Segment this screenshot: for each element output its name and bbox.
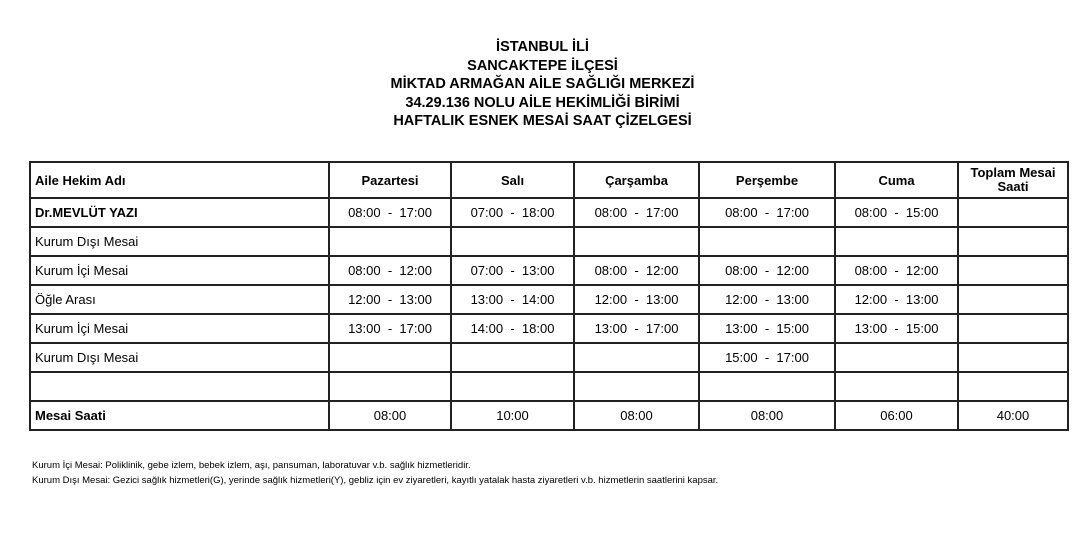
table-cell (329, 227, 451, 256)
table-cell (835, 227, 958, 256)
table-cell: 07:00 - 18:00 (451, 198, 574, 227)
table-row (30, 198, 1068, 227)
row-label: Mesai Saati (30, 401, 329, 430)
column-header: Pazartesi (329, 162, 451, 198)
table-cell (451, 372, 574, 401)
table-cell (574, 372, 699, 401)
table-cell (958, 256, 1068, 285)
table-cell: 08:00 - 17:00 (574, 198, 699, 227)
schedule-table (29, 161, 1069, 431)
table-cell: 12:00 - 13:00 (835, 285, 958, 314)
table-cell: 08:00 - 12:00 (329, 256, 451, 285)
column-header: Çarşamba (574, 162, 699, 198)
table-header-row (30, 162, 1068, 198)
footnotes (32, 458, 718, 488)
note-kurum-ici: Kurum İçi Mesai: Poliklinik, gebe izlem, bebek izlem, aşı, pansuman, laboratuvar v.b. sağlık hizmetleridir. (32, 460, 471, 471)
table-cell: 08:00 (699, 401, 835, 430)
note-kurum-disi: Kurum Dışı Mesai: Gezici sağlık hizmetleri(G), yerinde sağlık hizmetleri(Y), gebliz için ev ziyaretleri, kayıtlı yatalak hasta ziyaretleri v.b. hizmetlerin saatlerini kapsar. (32, 475, 719, 486)
table-cell: 08:00 - 12:00 (699, 256, 835, 285)
table-cell: 12:00 - 13:00 (699, 285, 835, 314)
table-cell (835, 372, 958, 401)
title-line: İSTANBUL İLİ (496, 39, 589, 55)
table-row (30, 343, 1068, 372)
table-cell: 14:00 - 18:00 (451, 314, 574, 343)
row-label: Kurum İçi Mesai (30, 314, 329, 343)
row-label: Öğle Arası (30, 285, 329, 314)
table-cell (958, 372, 1068, 401)
table-cell (958, 285, 1068, 314)
table-cell (835, 343, 958, 372)
row-label: Kurum Dışı Mesai (30, 343, 329, 372)
table-cell (329, 343, 451, 372)
table-cell (699, 227, 835, 256)
table-cell: 08:00 (574, 401, 699, 430)
table-cell: 15:00 - 17:00 (699, 343, 835, 372)
table-cell: 13:00 - 15:00 (835, 314, 958, 343)
column-header: Perşembe (699, 162, 835, 198)
row-label (30, 372, 329, 401)
table-cell: 12:00 - 13:00 (574, 285, 699, 314)
table-cell (958, 227, 1068, 256)
table-cell (451, 343, 574, 372)
column-header: Salı (451, 162, 574, 198)
table-row (30, 285, 1068, 314)
document-title (0, 38, 1085, 131)
title-line: SANCAKTEPE İLÇESİ (467, 57, 618, 74)
table-cell: 13:00 - 17:00 (574, 314, 699, 343)
table-row (30, 372, 1068, 401)
table-cell: 08:00 - 12:00 (574, 256, 699, 285)
column-header: Toplam Mesai Saati (958, 162, 1068, 198)
table-cell: 08:00 (329, 401, 451, 430)
table-cell: 12:00 - 13:00 (329, 285, 451, 314)
table-cell (699, 372, 835, 401)
table-row (30, 401, 1068, 430)
row-label: Dr.MEVLÜT YAZI (30, 198, 329, 227)
table-cell (329, 372, 451, 401)
table-cell: 10:00 (451, 401, 574, 430)
table-cell: 13:00 - 14:00 (451, 285, 574, 314)
row-label: Kurum Dışı Mesai (30, 227, 329, 256)
title-line: MİKTAD ARMAĞAN AİLE SAĞLIĞI MERKEZİ (390, 76, 695, 92)
table-cell (574, 227, 699, 256)
table-cell (574, 343, 699, 372)
table-cell: 08:00 - 12:00 (835, 256, 958, 285)
table-cell: 08:00 - 17:00 (699, 198, 835, 227)
table-cell (958, 198, 1068, 227)
table-cell (451, 227, 574, 256)
table-cell (958, 314, 1068, 343)
table-cell: 08:00 - 15:00 (835, 198, 958, 227)
table-row (30, 256, 1068, 285)
row-label: Kurum İçi Mesai (30, 256, 329, 285)
table-cell: 13:00 - 17:00 (329, 314, 451, 343)
table-cell: 08:00 - 17:00 (329, 198, 451, 227)
table-cell: 07:00 - 13:00 (451, 256, 574, 285)
table-cell: 13:00 - 15:00 (699, 314, 835, 343)
column-header: Aile Hekim Adı (30, 162, 329, 198)
table-row (30, 227, 1068, 256)
table-row (30, 314, 1068, 343)
table-cell: 06:00 (835, 401, 958, 430)
title-line: HAFTALIK ESNEK MESAİ SAAT ÇİZELGESİ (393, 113, 692, 129)
table-cell: 40:00 (958, 401, 1068, 430)
column-header: Cuma (835, 162, 958, 198)
title-line: 34.29.136 NOLU AİLE HEKİMLİĞİ BİRİMİ (405, 94, 680, 111)
table-cell (958, 343, 1068, 372)
